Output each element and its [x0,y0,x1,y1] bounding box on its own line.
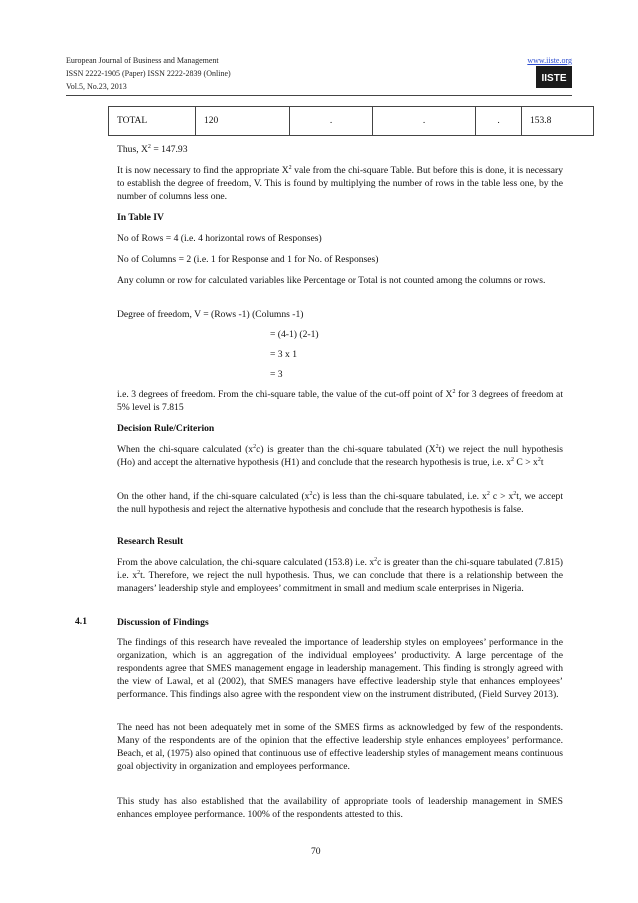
journal-issn: ISSN 2222-1905 (Paper) ISSN 2222-2839 (Online) [66,69,231,78]
paragraph-cutoff: i.e. 3 degrees of freedom. From the chi-square table, the value of the cut-off point of $X^2$ for 3 degrees of freedom at 5% level is 7.815 [117,388,563,414]
equation-step-2: = 3 x 1 [270,349,297,360]
paragraph-research-result: From the above calculation, the chi-square calculated (153.8) i.e. $x^2c$ is greater than the chi-square tabulated (7.815) i.e. $x^2t$. Therefore, we reject the null hypothesis. Thus, we can conclude that there is a relationship between the managers’ leadership style and employees’ commitment in small and medium scale enterprises in Nigeria. [117,556,563,595]
journal-name: European Journal of Business and Management [66,56,219,65]
section-title: Discussion of Findings [117,617,209,628]
table-cell: . [476,107,522,136]
paragraph-study: This study has also established that the availability of appropriate tools of leadership management in SMES enhances employee performance. 100% of the respondents attested to this. [117,796,563,821]
table-iv-heading: In Table IV [117,212,164,223]
journal-website-link[interactable]: www.iiste.org [527,56,572,65]
rows-line: No of Rows = 4 (i.e. 4 horizontal rows of Responses) [117,233,322,244]
equation-step-3: = 3 [270,369,283,380]
logo-text: IISTE [541,73,567,84]
paragraph-need: The need has not been adequately met in some of the SMES firms as acknowledged by few of the respondents. Many of the respondents are of the opinion that the effective leadership style enhances employees’ performance. Beach, et al, (1975) also opined that continuous use of effective leadership styles of management means continuous goal objectivity in organization and employees performance. [117,722,563,773]
table-row [109,107,594,136]
paragraph-decision-rule: When the chi-square calculated $(x^2c)$ is greater than the chi-square tabulated $(X^2t)$ we reject the null hypothesis (Ho) and accept the alternative hypothesis (H1) and conclude that the research hypothesis is true, i.e. $x^2$ $C > x^2t$ [117,443,563,469]
table-cell: . [290,107,373,136]
research-result-heading: Research Result [117,536,184,547]
paragraph-any-column: Any column or row for calculated variables like Percentage or Total is not counted among the columns or rows. [117,275,546,286]
header-rule [66,95,572,96]
paragraph-findings: The findings of this research have revealed the importance of leadership styles on employees’ performance in the organization, which is an aggregation of the individual employees’ productivity. A large percentage of the respondents agree that SMES management engage in leadership management. This finding is strongly agreed with the view of Lawal, et al (2002), that SMES managers have effective leadership style that enhances employees’ performance. This findings also agree with the respondent view on the instrument distributed, (Field Survey 2013). [117,637,563,701]
journal-volume: Vol.5, No.23, 2013 [66,82,127,91]
decision-rule-heading: Decision Rule/Criterion [117,423,215,434]
iiste-logo [536,66,572,88]
journal-header [66,54,231,93]
paragraph-degree-of-freedom: It is now necessary to find the appropriate $X^2$ vale from the chi-square Table. But before this is done, it is necessary to establish the degree of freedom, V. This is found by multiplying the number of rows in the table less one, by the number of columns less one. [117,164,563,203]
dof-formula: Degree of freedom, V = (Rows -1) (Columns -1) [117,309,304,320]
table-cell-label: TOTAL [109,107,196,136]
equation-step-1: = (4-1) (2-1) [270,329,319,340]
table-cell: 120 [196,107,290,136]
thus-line: Thus, $X^2 = 147.93$ [117,143,188,155]
table-cell: . [373,107,476,136]
table-cell: 153.8 [522,107,594,136]
total-row-table [108,106,594,136]
page-number: 70 [311,846,321,857]
columns-line: No of Columns = 2 (i.e. 1 for Response and 1 for No. of Responses) [117,254,379,265]
paragraph-other-hand: On the other hand, if the chi-square calculated $(x^2c)$ is less than the chi-square tabulated, i.e. $x^2$ $c > x^2t$, we accept the null hypothesis and reject the alternative hypothesis and conclude that the research hypothesis is false. [117,490,563,516]
section-number: 4.1 [75,616,87,627]
